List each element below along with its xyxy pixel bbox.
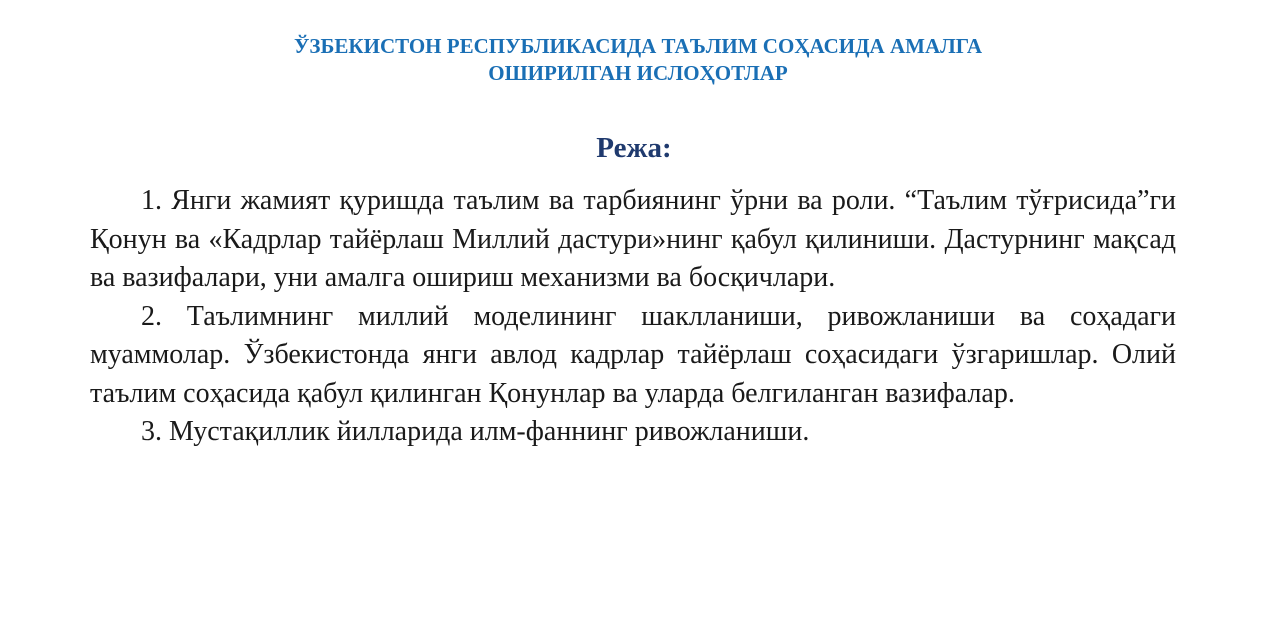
plan-item-1: 1. Янги жамият қуришда таълим ва тарбиянинг ўрни ва роли. “Таълим тўғрисида”ги Қонун ва «Кадрлар тайёрлаш Миллий дастури»нинг қабул қилиниши. Дастурнинг мақсад ва вазифалари, уни амалга ошириш механизми ва босқичлари.: [90, 185, 1176, 293]
plan-item-3: 3. Мустақиллик йилларида илм-фаннинг ривожланиши.: [141, 416, 810, 447]
document-title-line-2: ОШИРИЛГАН ИСЛОҲОТЛАР: [488, 61, 788, 85]
plan-item-2: 2. Таълимнинг миллий моделининг шаклланиши, ривожланиши ва соҳадаги муаммолар. Ўзбекистонда янги авлод кадрлар тайёрлаш соҳасидаги ўзгаришлар. Олий таълим соҳасида қабул қилинган Қонунлар ва уларда белгиланган вазифалар.: [90, 300, 1176, 409]
plan-heading: Режа:: [596, 132, 672, 164]
plan-list: [90, 182, 1176, 452]
document-title-line-1: ЎЗБЕКИСТОН РЕСПУБЛИКАСИДА ТАЪЛИМ СОҲАСИДА АМАЛГА: [294, 34, 982, 58]
document-title: [0, 33, 1276, 87]
